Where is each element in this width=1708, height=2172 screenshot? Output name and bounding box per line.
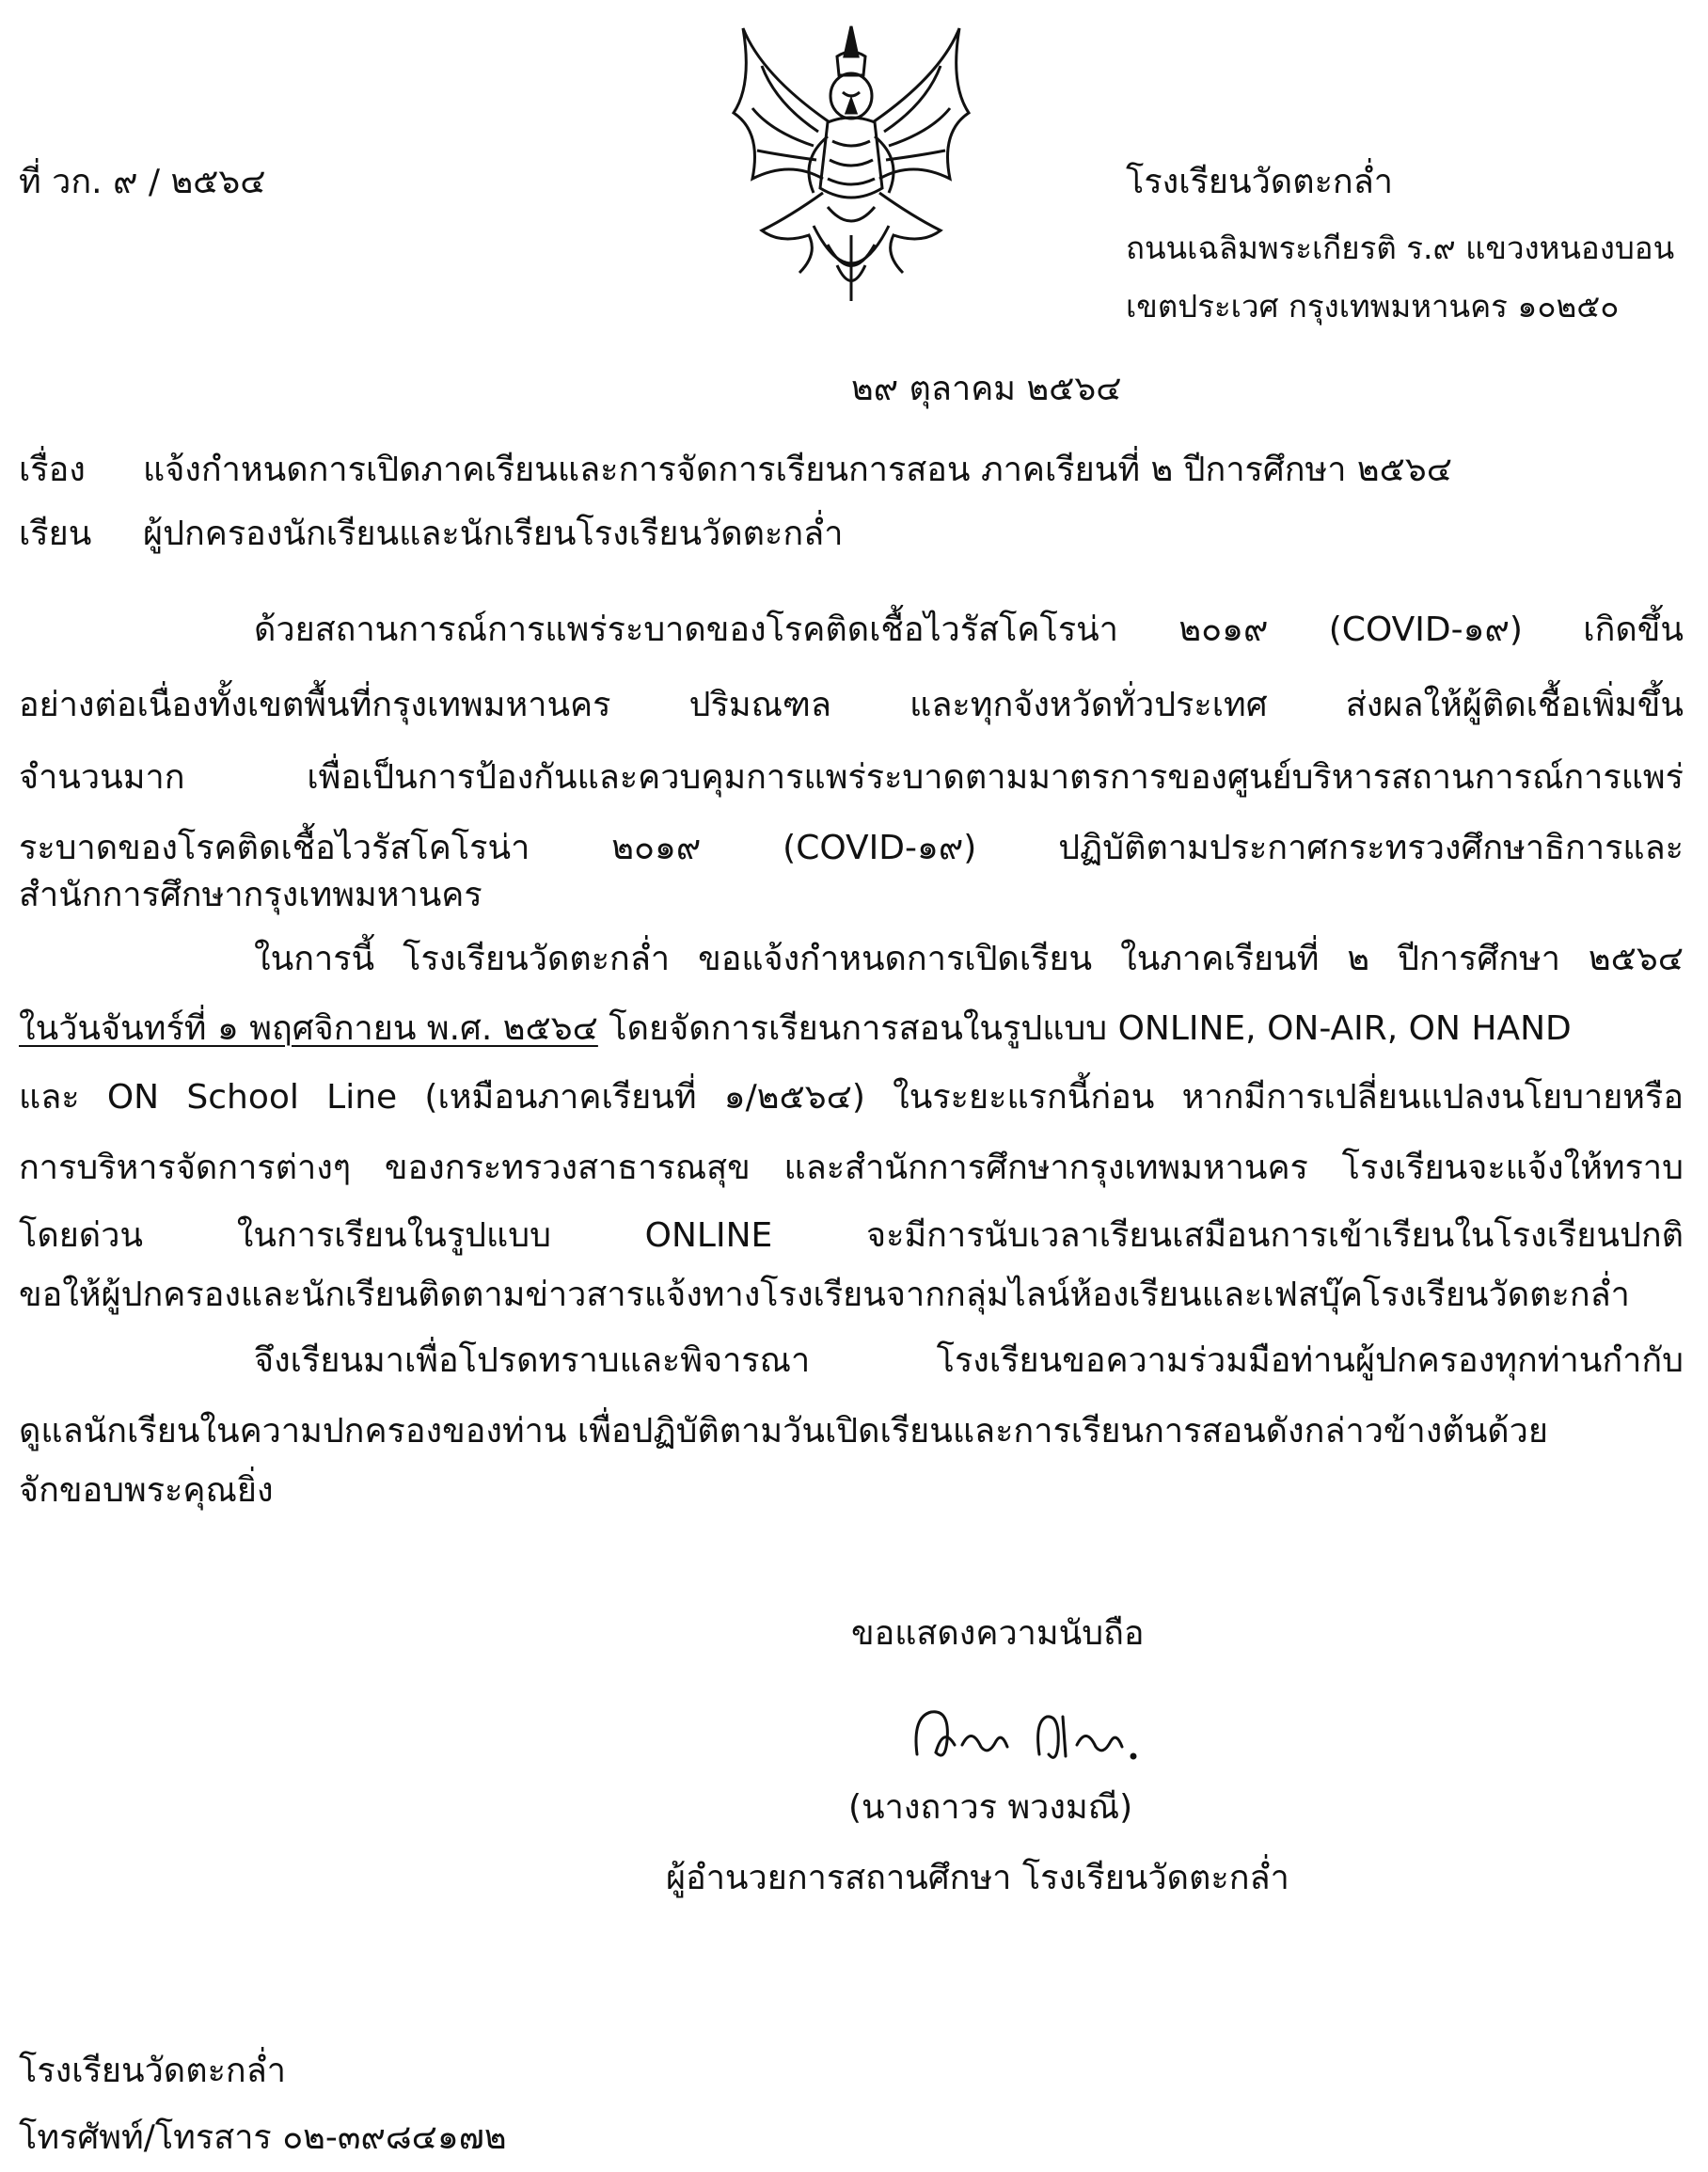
- body-paragraph-2-line-6: ขอให้ผู้ปกครองและนักเรียนติดตามข่าวสารแจ้งทางโรงเรียนจากกลุ่มไลน์ห้องเรียนและเฟสบุ๊คโรงเรียนวัดตะกล่ำ: [19, 1276, 1630, 1314]
- signer-position: ผู้อำนวยการสถานศึกษา โรงเรียนวัดตะกล่ำ: [666, 1859, 1289, 1897]
- document-date: ๒๙ ตุลาคม ๒๕๖๔: [851, 370, 1122, 408]
- sender-school-name: โรงเรียนวัดตะกล่ำ: [1126, 163, 1393, 201]
- body-paragraph-1-line-1: ด้วยสถานการณ์การแพร่ระบาดของโรคติดเชื้อไวรัสโคโรน่า ๒๐๑๙ (COVID-๑๙) เกิดขึ้น: [254, 610, 1684, 649]
- body-paragraph-2-line-5: โดยด่วน ในการเรียนในรูปแบบ ONLINE จะมีการนับเวลาเรียนเสมือนการเข้าเรียนในโรงเรียนปกติ: [19, 1216, 1684, 1255]
- sender-address-line-2: เขตประเวศ กรุงเทพมหานคร ๑๐๒๕๐: [1126, 288, 1620, 325]
- body-paragraph-1-line-2: อย่างต่อเนื่องทั้งเขตพื้นที่กรุงเทพมหานคร ปริมณฑล และทุกจังหวัดทั่วประเทศ ส่งผลให้ผู้ติดเชื้อเพิ่มขึ้น: [19, 686, 1684, 724]
- body-paragraph-3-line-2: ดูแลนักเรียนในความปกครองของท่าน เพื่อปฏิบัติตามวันเปิดเรียนและการเรียนการสอนดังกล่าวข้างต้นด้วย: [19, 1412, 1548, 1451]
- body-paragraph-1-line-5: สำนักการศึกษากรุงเทพมหานคร: [19, 876, 482, 914]
- sender-address-line-1: ถนนเฉลิมพระเกียรติ ร.๙ แขวงหนองบอน: [1126, 230, 1675, 266]
- teaching-formats-text: โดยจัดการเรียนการสอนในรูปแบบ ONLINE, ON-AIR, ON HAND: [597, 1009, 1572, 1048]
- garuda-emblem-icon: [724, 19, 978, 310]
- recipient-label: เรียน: [19, 515, 92, 553]
- closing-regards: ขอแสดงความนับถือ: [851, 1614, 1145, 1653]
- body-paragraph-2-line-4: การบริหารจัดการต่างๆ ของกระทรวงสาธารณสุข และสำนักการศึกษากรุงเทพมหานคร โรงเรียนจะแจ้งให้ทราบ: [19, 1149, 1684, 1187]
- body-paragraph-1-line-3: จำนวนมาก เพื่อเป็นการป้องกันและควบคุมการแพร่ระบาดตามมาตรการของศูนย์บริหารสถานการณ์การแพร่: [19, 758, 1684, 797]
- signer-name: (นางถาวร พวงมณี): [848, 1788, 1133, 1827]
- recipient-text: ผู้ปกครองนักเรียนและนักเรียนโรงเรียนวัดตะกล่ำ: [143, 515, 844, 553]
- footer-school-name: โรงเรียนวัดตะกล่ำ: [19, 2052, 286, 2090]
- opening-date-highlight: ในวันจันทร์ที่ ๑ พฤศจิกายน พ.ศ. ๒๕๖๔: [19, 1009, 598, 1048]
- body-paragraph-1-line-4: ระบาดของโรคติดเชื้อไวรัสโคโรน่า ๒๐๑๙ (COVID-๑๙) ปฏิบัติตามประกาศกระทรวงศึกษาธิการและ: [19, 829, 1684, 867]
- body-paragraph-2-line-2: [19, 1008, 1684, 1049]
- subject-text: แจ้งกำหนดการเปิดภาคเรียนและการจัดการเรียนการสอน ภาคเรียนที่ ๒ ปีการศึกษา ๒๕๖๔: [143, 451, 1452, 489]
- footer-phone-fax: โทรศัพท์/โทรสาร ๐๒-๓๙๘๔๑๗๒: [19, 2118, 507, 2157]
- body-paragraph-3-line-3: จักขอบพระคุณยิ่ง: [19, 1471, 274, 1510]
- handwritten-signature: [898, 1688, 1180, 1778]
- body-paragraph-3-line-1: จึงเรียนมาเพื่อโปรดทราบและพิจารณา โรงเรียนขอความร่วมมือท่านผู้ปกครองทุกท่านกำกับ: [254, 1341, 1684, 1380]
- body-paragraph-2-line-3: และ ON School Line (เหมือนภาคเรียนที่ ๑/๒๕๖๔) ในระยะแรกนี้ก่อน หากมีการเปลี่ยนแปลงนโยบายหรือ: [19, 1078, 1684, 1117]
- document-number: ที่ วก. ๙ / ๒๕๖๔: [19, 163, 266, 201]
- subject-label: เรื่อง: [19, 451, 86, 489]
- body-paragraph-2-line-1: ในการนี้ โรงเรียนวัดตะกล่ำ ขอแจ้งกำหนดการเปิดเรียน ในภาคเรียนที่ ๒ ปีการศึกษา ๒๕๖๔: [254, 940, 1684, 978]
